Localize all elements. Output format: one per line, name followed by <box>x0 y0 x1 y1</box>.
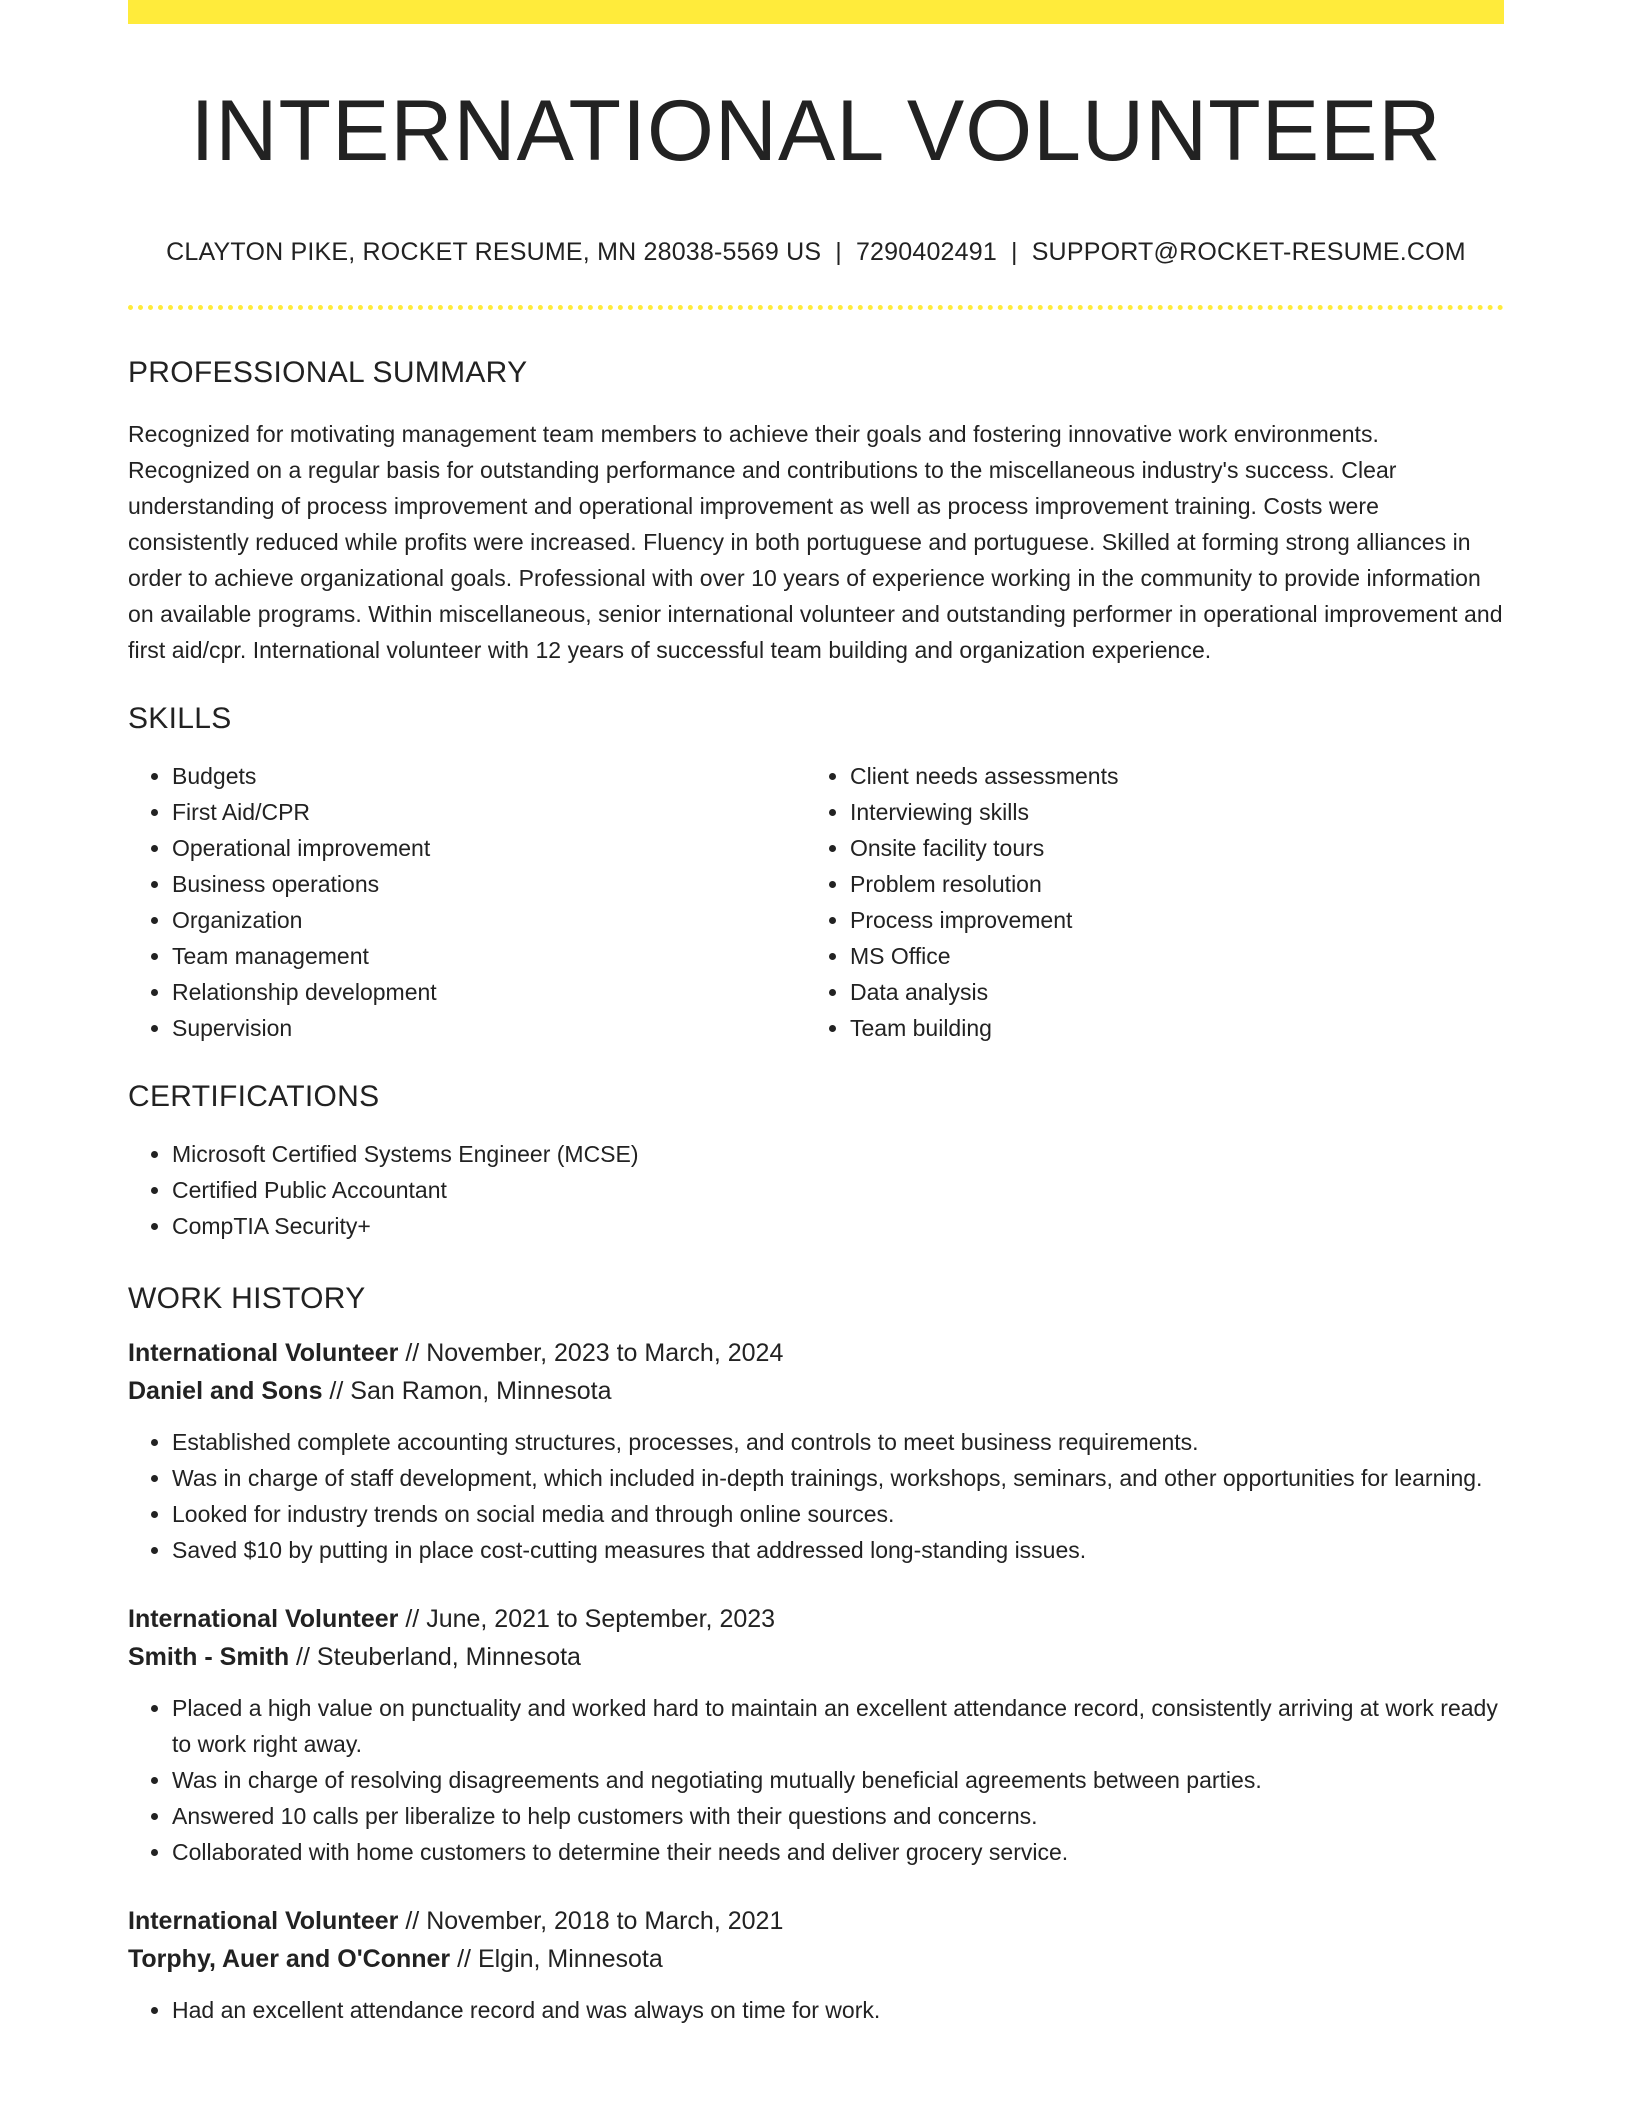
top-accent-bar <box>128 0 1504 24</box>
skill-item: • Relationship development <box>172 974 806 1010</box>
skill-item: • Process improvement <box>850 902 1484 938</box>
certifications-list <box>128 1136 1504 1244</box>
skills-left-list <box>128 758 806 1046</box>
skill-item: • Budgets <box>172 758 806 794</box>
job-dates: // November, 2023 to March, 2024 <box>398 1339 784 1367</box>
certifications-heading: CERTIFICATIONS <box>128 1080 380 1113</box>
job-company: Smith - Smith <box>128 1643 290 1671</box>
job-dates: // June, 2021 to September, 2023 <box>398 1605 776 1633</box>
job-entry <box>128 1334 1504 1568</box>
job-location: // San Ramon, Minnesota <box>322 1377 612 1405</box>
job-role: International Volunteer <box>128 1907 399 1935</box>
job-bullet: • Collaborated with home customers to determine their needs and deliver grocery service. <box>172 1834 1504 1870</box>
skill-item: • Team management <box>172 938 806 974</box>
certification-item: • Certified Public Accountant <box>172 1172 1504 1208</box>
skill-item: • Organization <box>172 902 806 938</box>
skill-item: • Data analysis <box>850 974 1484 1010</box>
resume-page <box>128 0 1504 2028</box>
skill-item: • MS Office <box>850 938 1484 974</box>
job-bullet: • Established complete accounting structures, processes, and controls to meet business requirements. <box>172 1424 1504 1460</box>
skill-item: • Interviewing skills <box>850 794 1484 830</box>
job-bullet: • Was in charge of resolving disagreements and negotiating mutually beneficial agreements between parties. <box>172 1762 1504 1798</box>
skill-item: • Client needs assessments <box>850 758 1484 794</box>
job-bullets <box>128 1992 1504 2028</box>
job-title-line <box>128 1902 1504 1940</box>
job-title-line <box>128 1334 1504 1372</box>
skill-item: • Operational improvement <box>172 830 806 866</box>
summary-paragraph: Recognized for motivating management team members to achieve their goals and fostering innovative work environments. Recognized on a regular basis for outstanding performance and contributions to the miscellaneous industry's success. Clear understanding of process improvement and operational improvement as well as process improvement training. Costs were consistently reduced while profits were increased. Fluency in both portuguese and portuguese. Skilled at forming strong alliances in order to achieve organizational goals. Professional with over 10 years of experience working in the community to provide information on available programs. Within miscellaneous, senior international volunteer and outstanding performer in operational improvement and first aid/cpr. International volunteer with 12 years of successful team building and organization experience. <box>128 421 1503 663</box>
job-location: // Elgin, Minnesota <box>450 1945 663 1973</box>
summary-heading: PROFESSIONAL SUMMARY <box>128 356 528 389</box>
skill-item: • Business operations <box>172 866 806 902</box>
contact-phone: 7290402491 <box>855 238 997 266</box>
job-role: International Volunteer <box>128 1339 399 1367</box>
skills-right-list <box>806 758 1484 1046</box>
skill-item: • Supervision <box>172 1010 806 1046</box>
job-bullet: • Had an excellent attendance record and was always on time for work. <box>172 1992 1504 2028</box>
skill-item: • Problem resolution <box>850 866 1484 902</box>
job-dates: // November, 2018 to March, 2021 <box>398 1907 784 1935</box>
job-bullet: • Saved $10 by putting in place cost-cutting measures that addressed long-standing issues. <box>172 1532 1504 1568</box>
job-company-line <box>128 1638 1504 1676</box>
job-title-line <box>128 1600 1504 1638</box>
job-entry <box>128 1600 1504 1870</box>
contact-email: SUPPORT@ROCKET-RESUME.COM <box>1031 238 1466 266</box>
job-bullet: • Placed a high value on punctuality and worked hard to maintain an excellent attendance record, consistently arriving at work ready to work right away. <box>172 1690 1504 1762</box>
job-bullet: • Looked for industry trends on social media and through online sources. <box>172 1496 1504 1532</box>
skills-heading: SKILLS <box>128 702 232 735</box>
resume-name: INTERNATIONAL VOLUNTEER <box>190 83 1442 179</box>
job-bullet: • Answered 10 calls per liberalize to help customers with their questions and concerns. <box>172 1798 1504 1834</box>
contact-separator: | <box>1010 238 1018 266</box>
job-role: International Volunteer <box>128 1605 399 1633</box>
contact-separator: | <box>835 238 842 266</box>
job-company-line <box>128 1372 1504 1410</box>
job-company: Torphy, Auer and O'Conner <box>128 1945 451 1973</box>
skills-columns <box>128 758 1504 1046</box>
job-bullets <box>128 1424 1504 1568</box>
dotted-divider <box>128 305 1504 310</box>
job-location: // Steuberland, Minnesota <box>289 1643 581 1671</box>
skill-item: • First Aid/CPR <box>172 794 806 830</box>
skill-item: • Onsite facility tours <box>850 830 1484 866</box>
job-bullet: • Was in charge of staff development, which included in-depth trainings, workshops, seminars, and other opportunities for learning. <box>172 1460 1504 1496</box>
job-company: Daniel and Sons <box>128 1377 323 1405</box>
skill-item: • Team building <box>850 1010 1484 1046</box>
contact-line <box>128 240 1504 265</box>
job-entry <box>128 1902 1504 2028</box>
contact-address: CLAYTON PIKE, ROCKET RESUME, MN 28038-5569 US <box>166 238 822 266</box>
work-history-heading: WORK HISTORY <box>128 1282 366 1315</box>
certification-item: • CompTIA Security+ <box>172 1208 1504 1244</box>
job-company-line <box>128 1940 1504 1978</box>
certification-item: • Microsoft Certified Systems Engineer (MCSE) <box>172 1136 1504 1172</box>
job-bullets <box>128 1690 1504 1870</box>
